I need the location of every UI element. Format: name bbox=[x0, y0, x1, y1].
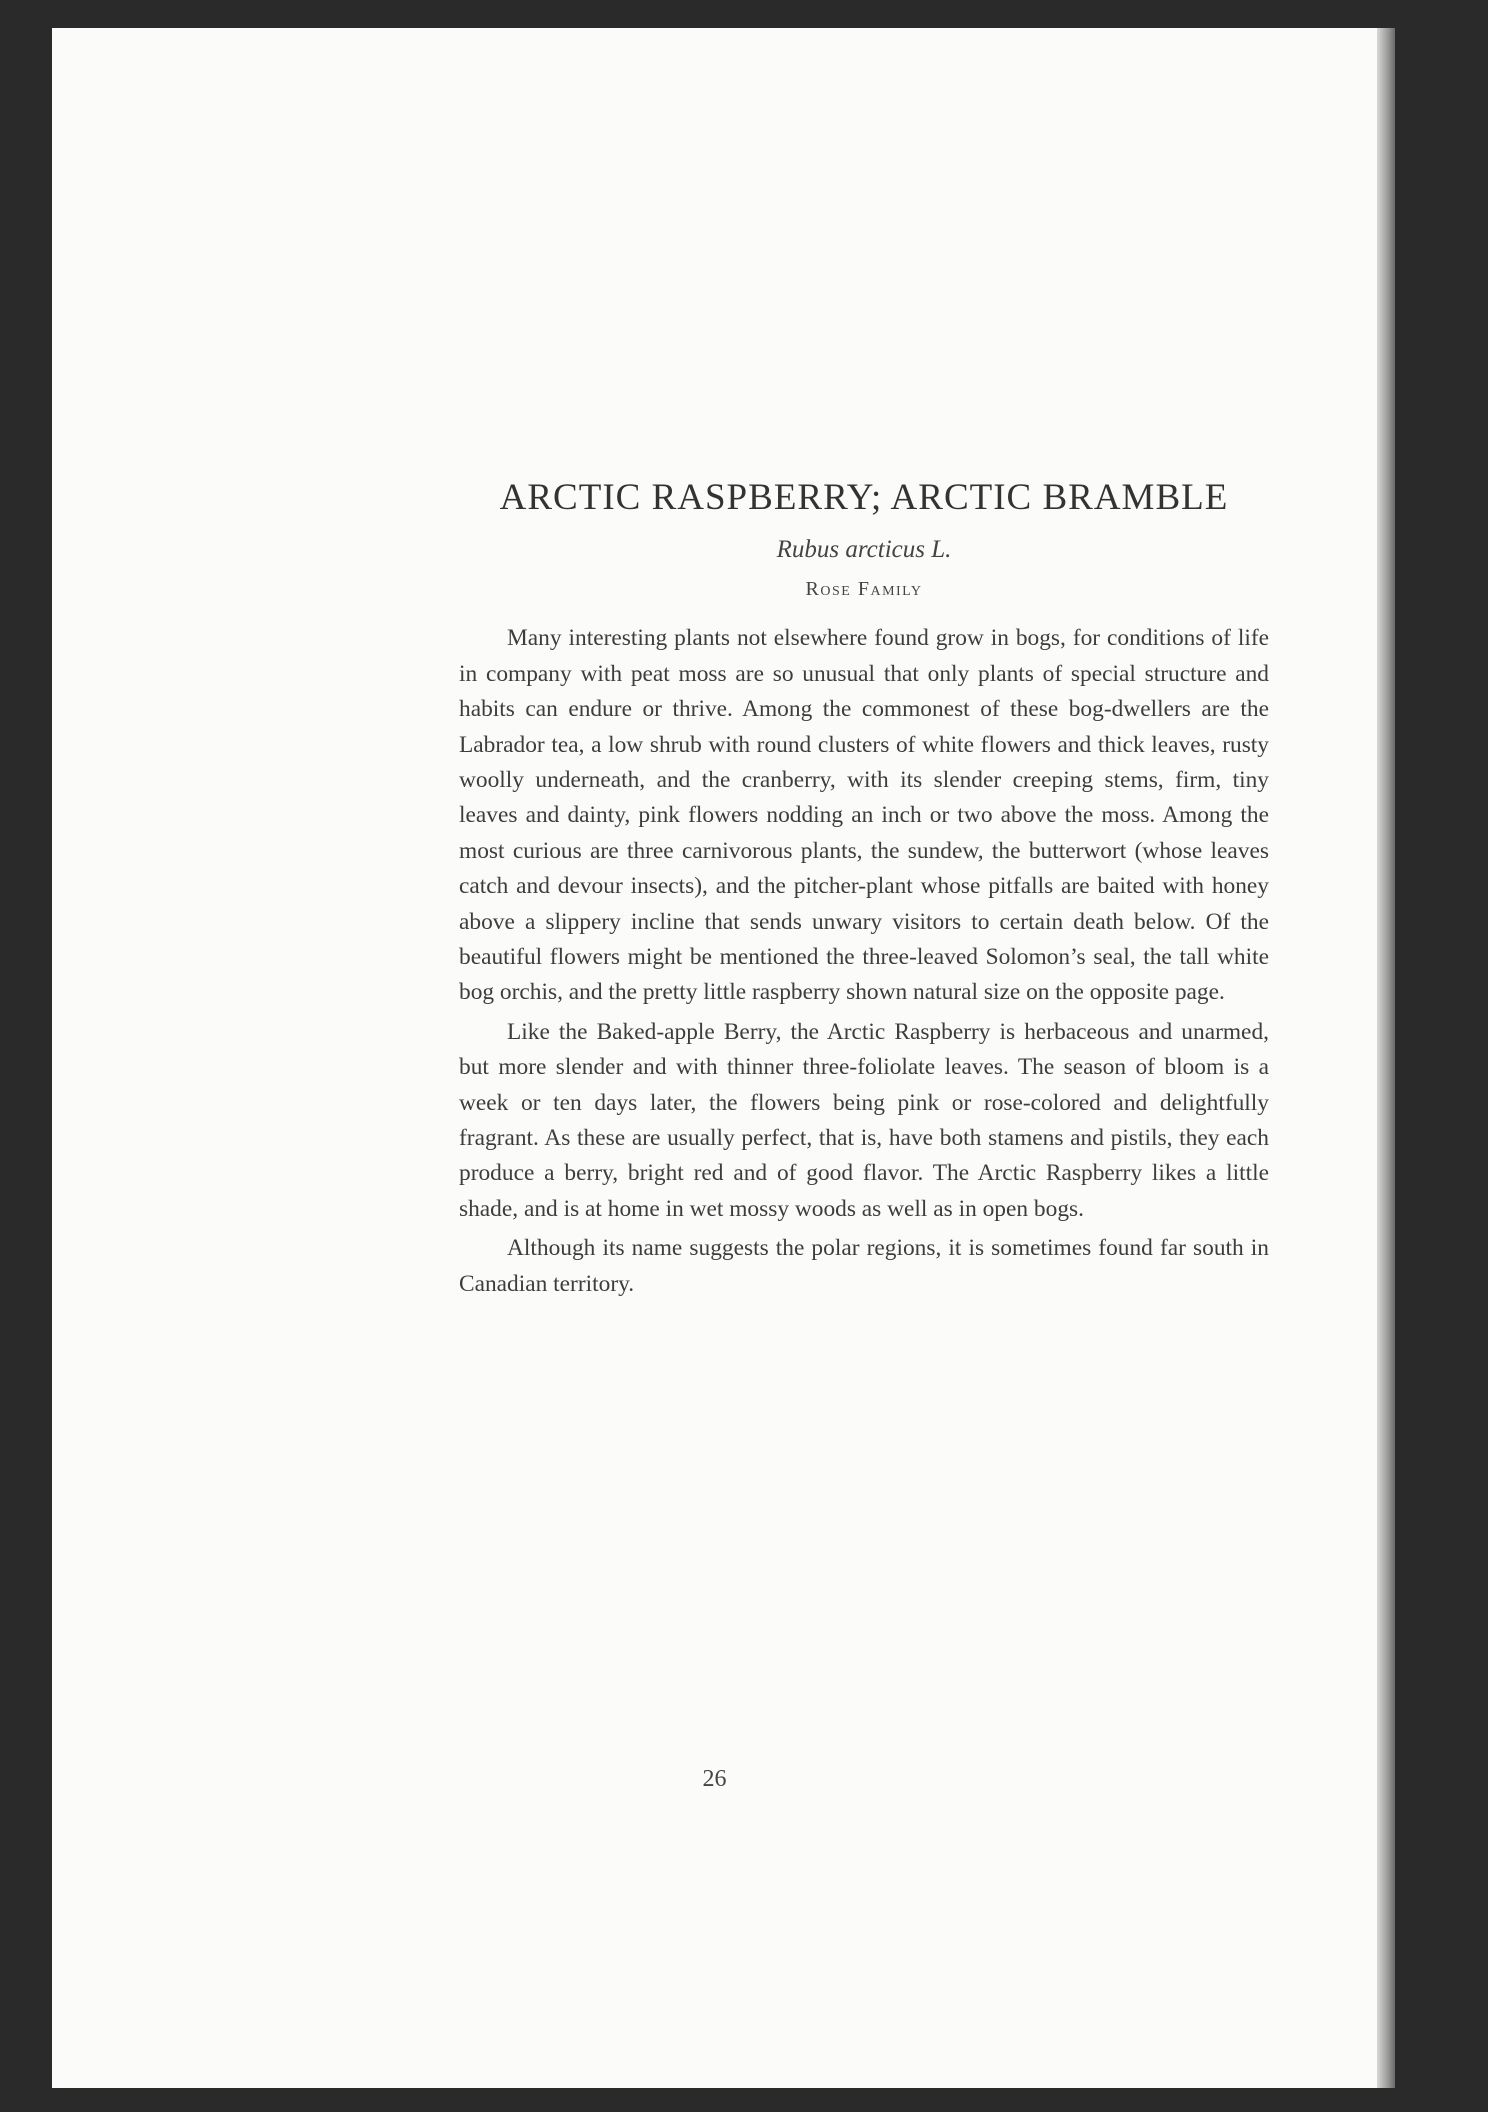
paragraph-1: Many interesting plants not elsewhere found grow in bogs, for conditions of life in company with peat moss are so unusual that only plants of special structure and habits can endure or thrive. Among the commonest of these bog-dwellers are the Labrador tea, a low shrub with round clusters of white flowers and thick leaves, rusty woolly underneath, and the cranberry, with its slender creeping stems, firm, tiny leaves and dainty, pink flowers nodding an inch or two above the moss. Among the most curious are three carnivorous plants, the sundew, the butterwort (whose leaves catch and devour insects), and the pitcher-plant whose pitfalls are baited with honey above a slippery incline that sends unwary visitors to certain death below. Of the beautiful flowers might be mentioned the three-leaved Solomon’s seal, the tall white bog orchis, and the pretty little raspberry shown natural size on the opposite page. bbox=[459, 625, 1269, 1006]
page-title: ARCTIC RASPBERRY; ARCTIC BRAMBLE bbox=[499, 477, 1229, 518]
text-block bbox=[459, 476, 1269, 1302]
paragraph-3: Although its name suggests the polar regions, it is sometimes found far south in Canadian territory. bbox=[459, 1235, 1269, 1297]
book-page bbox=[52, 28, 1377, 2088]
paragraph-2: Like the Baked-apple Berry, the Arctic Raspberry is herbaceous and unarmed, but more slender and with thinner three-foliolate leaves. The season of bloom is a week or ten days later, the flowers being pink or rose-colored and delightfully fragrant. As these are usually perfect, that is, have both stamens and pistils, they each produce a berry, bright red and of good flavor. The Arctic Raspberry likes a little shade, and is at home in wet mossy woods as well as in open bogs. bbox=[459, 1018, 1269, 1222]
family-name: Rose Family bbox=[805, 578, 923, 601]
page-edge bbox=[1377, 28, 1395, 2088]
page-number: 26 bbox=[702, 1766, 727, 1792]
latin-name: Rubus arcticus L. bbox=[776, 536, 952, 564]
